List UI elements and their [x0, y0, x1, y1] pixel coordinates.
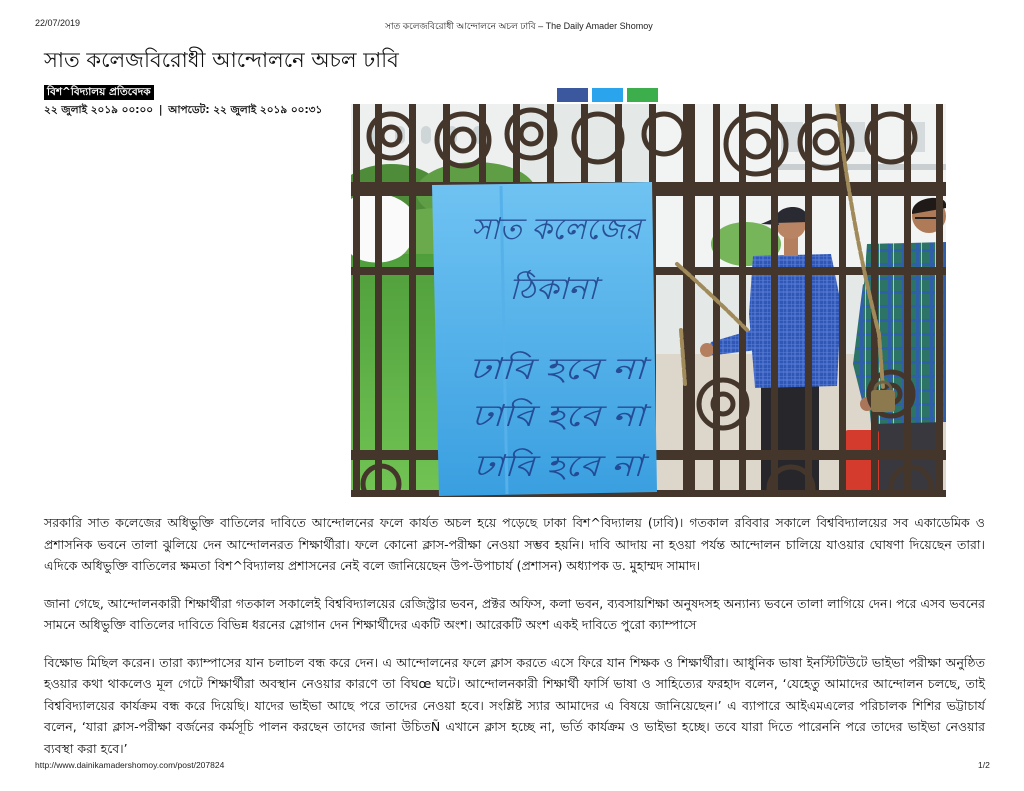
print-date: 22/07/2019 — [35, 18, 81, 28]
article-paragraph: বিক্ষোভ মিছিল করেন। তারা ক্যাম্পাসের যান চলাচল বন্ধ করে দেন। এ আন্দোলনের ফলে ক্লাস করতে এসে ফিরে যান শিক্ষক ও শিক্ষার্থীরা। আধুনিক ভাষা ইনস্টিটিউটে ভাইভা পরীক্ষা অনুষ্ঠিত হওয়ার কথা থাকলেও মূল গেটে শিক্ষার্থীরা অবস্থান নেওয়ার কারণে তা বিঘœ ঘটে। আন্দোলনকারী শিক্ষার্থী ফার্সি ভাষা ও সাহিত্যের ফরহাদ বলেন, ‘যেহেতু আমাদের আন্দোলন চলছে, তাই বিশ্ববিদ্যালয়ের কার্যক্রম বন্ধ করে দিয়েছি। যাদের ভাইভা আছে পরে তাদের নেওয়া হবে। সংশ্লিষ্ট স্যার আমাদের এ বিষয়ে জানিয়েছেন।’ এ ব্যাপারে আইএমএলের পরিচালক শিশির ভট্টাচার্য বলেন, ‘যারা ক্লাস-পরীক্ষা বর্জনের কর্মসূচি পালন করছেন তাদের জানা উচিতÑ এখানে ক্লাস হচ্ছে না, ভর্তি কার্যক্রম ও ভাইভা হচ্ছে। তবে যারা দিতে পারেননি পরে তাদের ভাইভা নেওয়ার ব্যবস্থা করা হবে।’ — [44, 654, 985, 756]
gate-photo-illustration — [351, 104, 946, 497]
article-photo — [351, 104, 946, 497]
banner-line: ঢাবি হবে না — [473, 449, 615, 484]
padlock-body — [871, 390, 895, 412]
banner-line: ঢাবি হবে না — [471, 399, 613, 434]
banner-line: সাত কলেজের — [471, 212, 647, 247]
gate-bar — [409, 104, 416, 497]
whatsapp-share-button[interactable] — [627, 88, 658, 102]
share-buttons — [557, 88, 658, 102]
banner-line: ঢাবি হবে না — [469, 352, 611, 387]
published-time: ২২ জুলাই ২০১৯ ০০:০০ — [44, 104, 154, 116]
article-dateline — [44, 103, 322, 117]
article-headline: সাত কলেজবিরোধী আন্দোলনে অচল ঢাবি — [44, 48, 399, 72]
updated-time: আপডেট: ২২ জুলাই ২০১৯ ০০:৩১ — [168, 104, 323, 116]
gate-bar — [936, 104, 943, 497]
page-url-link[interactable]: http://www.dainikamadershomoy.com/post/207824 — [35, 760, 225, 770]
author-link[interactable]: বিশ^বিদ্যালয় প্রতিবেদক — [44, 85, 154, 100]
gate-bar — [739, 104, 746, 497]
page-number: 1/2 — [978, 760, 990, 770]
print-header-title: সাত কলেজবিরোধী আন্দোলনে অচল ঢাবি – The Daily Amader Shomoy — [385, 21, 653, 31]
building-window — [421, 126, 431, 144]
protest-banner — [432, 182, 657, 496]
gate-bar — [375, 104, 382, 497]
gate-center-post — [683, 104, 695, 497]
gate-bar — [353, 104, 360, 497]
building-balcony — [771, 164, 946, 170]
article-paragraph: সরকারি সাত কলেজের অধিভুক্তি বাতিলের দাবিতে আন্দোলনের ফলে কার্যত অচল হয়ে পড়েছে ঢাকা বিশ^বিদ্যালয় (ঢাবি)। গতকাল রবিবার সকালে বিশ্ববিদ্যালয়ের সব একাডেমিক ও প্রশাসনিক ভবনে তালা ঝুলিয়ে দেন আন্দোলনরত শিক্ষার্থীরা। ফলে কোনো ক্লাস-পরীক্ষা নেওয়া সম্ভব হয়নি। দাবি আদায় না হওয়া পর্যন্ত আন্দোলন চালিয়ে যাওয়ার ঘোষণা দিয়েছেন তারা। এদিকে অধিভুক্তি বাতিলের ক্ষমতা বিশ^বিদ্যালয় প্রশাসনের নেই বলে জানিয়েছেন উপ-উপাচার্য (প্রশাসন) অধ্যাপক ড. মুহাম্মদ সামাদ। — [44, 515, 985, 573]
article-paragraph: জানা গেছে, আন্দোলনকারী শিক্ষার্থীরা গতকাল সকালেই বিশ্ববিদ্যালয়ের রেজিস্ট্রার ভবন, প্রক্টর অফিস, কলা ভবন, ব্যবসায়শিক্ষা অনুষদসহ অন্যান্য ভবনে তালা লাগিয়ে দেন। পরে এসব ভবনের সামনে অধিভুক্তি বাতিলের দাবিতে বিভিন্ন ধরনের স্লোগান দেন শিক্ষার্থীদের একটি অংশ। আরেকটি অংশ একই দাবিতে পুরো ক্যাম্পাসে — [44, 595, 985, 632]
facebook-share-button[interactable] — [557, 88, 588, 102]
hand — [700, 343, 714, 357]
gate-bar — [904, 104, 911, 497]
twitter-share-button[interactable] — [592, 88, 623, 102]
banner-line: ঠিকানা — [509, 272, 590, 307]
article-body — [44, 512, 985, 775]
dateline-separator: | — [158, 104, 163, 116]
